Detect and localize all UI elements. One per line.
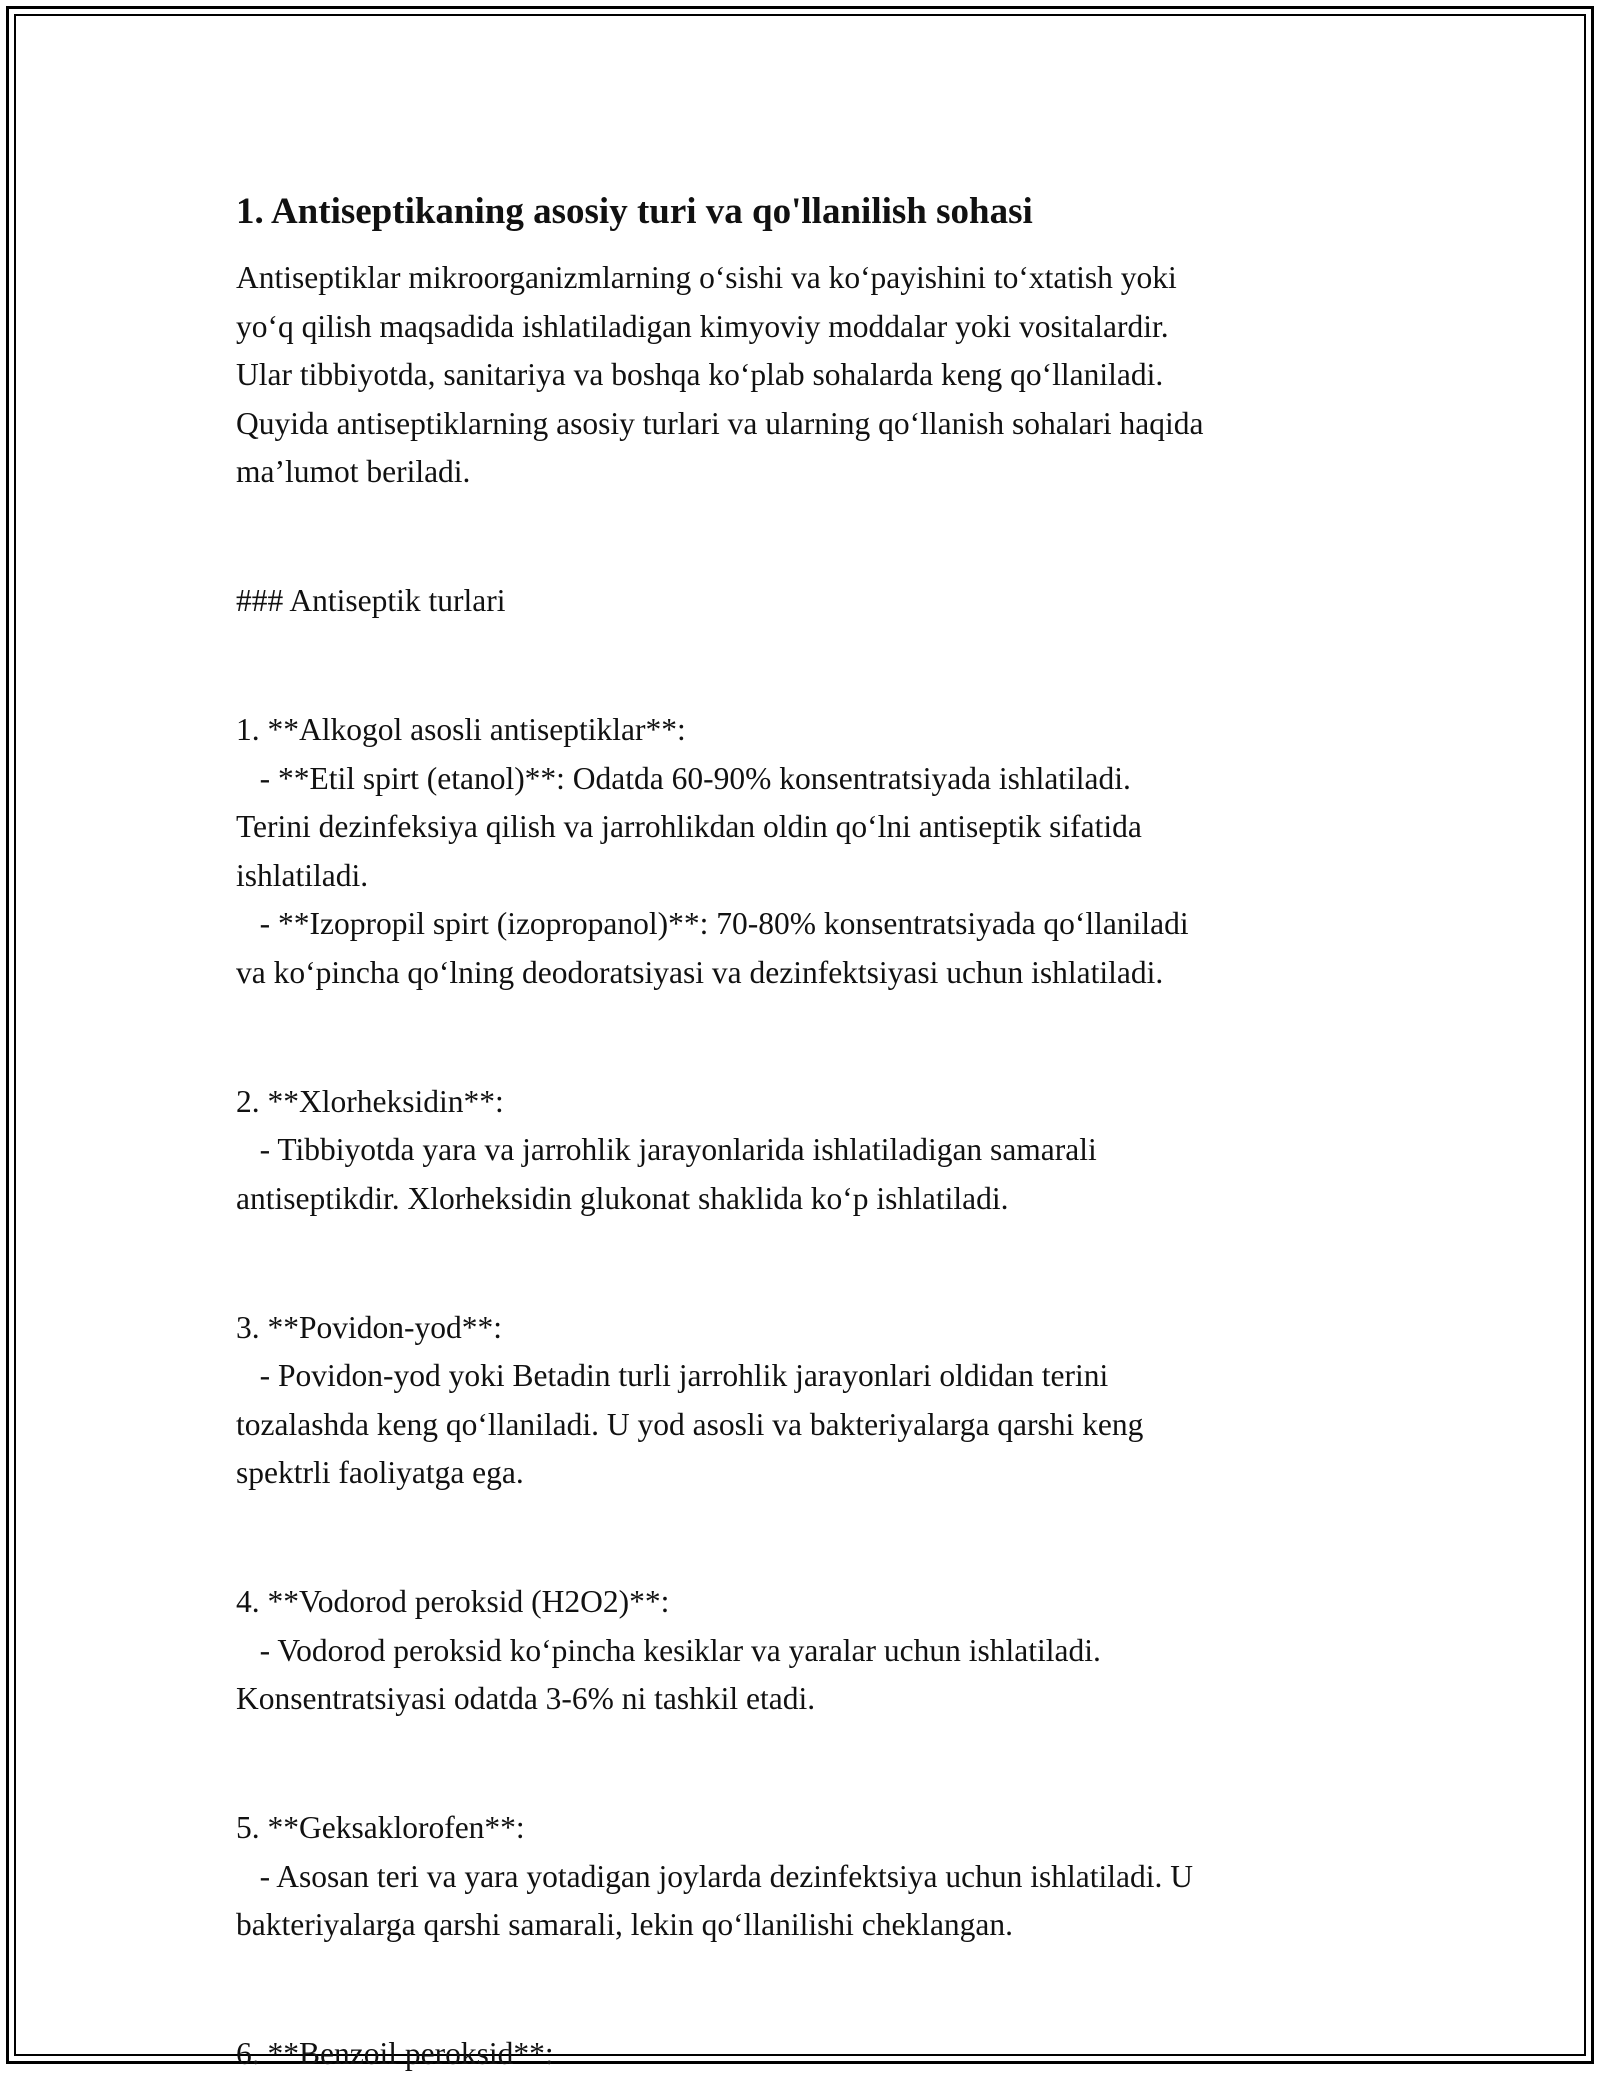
- text-line: maʼlumot beriladi.: [236, 454, 471, 489]
- text-line: - **Izopropil spirt (izopropanol)**: 70-80% konsentratsiyada qoʻllaniladi: [236, 906, 1189, 941]
- document-title: 1. Antiseptikaning asosiy turi va qo'llanilish sohasi: [236, 191, 1033, 232]
- blank-line: [236, 1514, 1396, 1563]
- text-line: Antiseptiklar mikroorganizmlarning oʻsishi va koʻpayishini toʻxtatish yoki: [236, 260, 1177, 295]
- blank-line: [236, 1239, 1396, 1288]
- text-line: Terini dezinfeksiya qilish va jarrohlikdan oldin qoʻlni antiseptik sifatida: [236, 809, 1142, 844]
- text-line: - Vodorod peroksid koʻpincha kesiklar va yaralar uchun ishlatiladi.: [236, 1632, 1101, 1668]
- document-body: [236, 186, 1396, 2079]
- text-line: - Asosan teri va yara yotadigan joylarda dezinfektsiya uchun ishlatiladi. U: [236, 1858, 1193, 1894]
- text-line: 2. **Xlorheksidin**:: [236, 1083, 504, 1119]
- text-line: Konsentratsiyasi odatda 3-6% ni tashkil etadi.: [236, 1681, 816, 1716]
- blank-line: [236, 1966, 1396, 2015]
- text-line: 5. **Geksaklorofen**:: [236, 1810, 525, 1845]
- text-line: spektrli faoliyatga ega.: [236, 1455, 524, 1490]
- blank-line: [236, 1740, 1396, 1789]
- text-line: 3. **Povidon-yod**:: [236, 1309, 503, 1345]
- text-line: va koʻpincha qoʻlning deodoratsiyasi va dezinfektsiyasi uchun ishlatiladi.: [236, 954, 1164, 990]
- text-line: ishlatiladi.: [236, 857, 369, 893]
- text-line: 6. **Benzoil peroksid**:: [236, 2036, 554, 2071]
- text-line: ### Antiseptik turlari: [236, 583, 506, 618]
- blank-line: [236, 1013, 1396, 1062]
- text-line: Quyida antiseptiklarning asosiy turlari va ularning qoʻllanish sohalari haqida: [236, 405, 1204, 441]
- text-line: yoʻq qilish maqsadida ishlatiladigan kimyoviy moddalar yoki vositalardir.: [236, 308, 1169, 344]
- text-line: Ular tibbiyotda, sanitariya va boshqa koʻplab sohalarda keng qoʻllaniladi.: [236, 357, 1164, 392]
- text-line: bakteriyalarga qarshi samarali, lekin qoʻllanilishi cheklangan.: [236, 1907, 1014, 1942]
- document-text: [236, 254, 1396, 2079]
- text-line: tozalashda keng qoʻllaniladi. U yod asosli va bakteriyalarga qarshi keng: [236, 1406, 1144, 1442]
- blank-line: [236, 642, 1396, 691]
- text-line: - **Etil spirt (etanol)**: Odatda 60-90% konsentratsiyada ishlatiladi.: [236, 760, 1131, 796]
- text-line: antiseptikdir. Xlorheksidin glukonat shaklida koʻp ishlatiladi.: [236, 1180, 1009, 1216]
- text-line: - Tibbiyotda yara va jarrohlik jarayonlarida ishlatiladigan samarali: [236, 1132, 1097, 1167]
- text-line: 1. **Alkogol asosli antiseptiklar**:: [236, 712, 686, 747]
- text-line: 4. **Vodorod peroksid (H2O2)**:: [236, 1584, 670, 1619]
- text-line: - Povidon-yod yoki Betadin turli jarrohlik jarayonlari oldidan terini: [236, 1358, 1109, 1393]
- blank-line: [236, 513, 1396, 562]
